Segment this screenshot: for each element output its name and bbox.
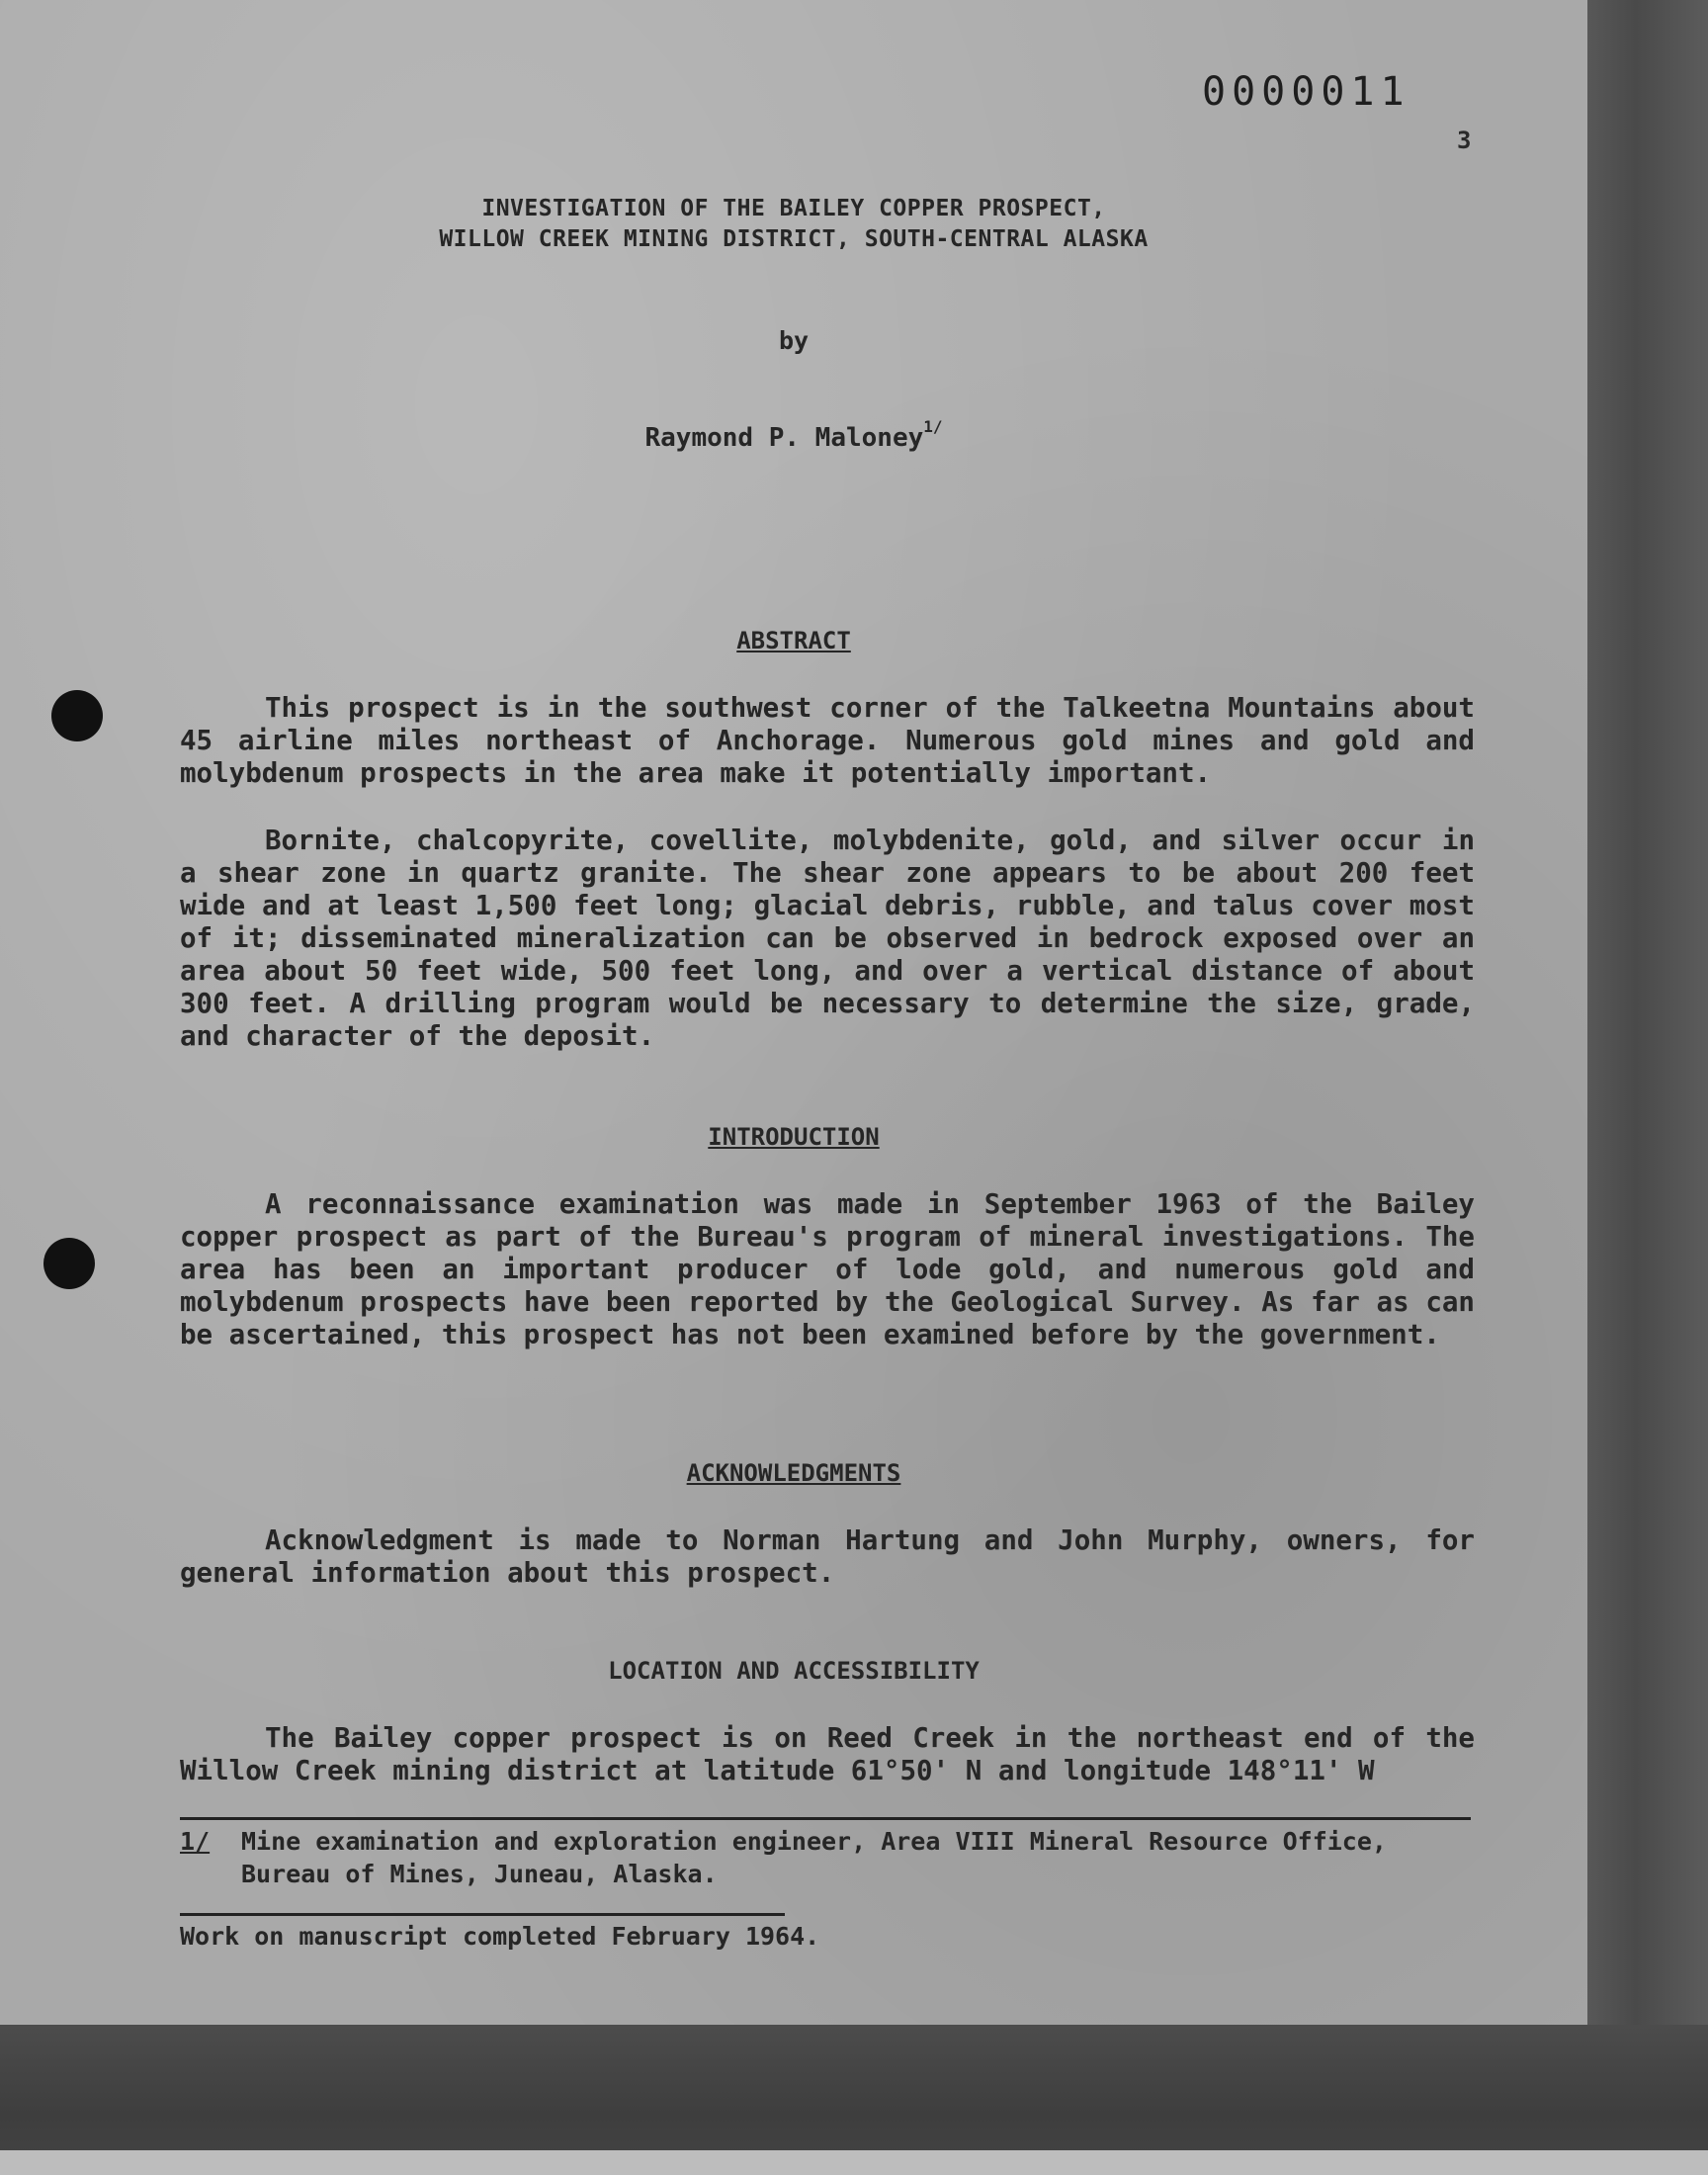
author-line xyxy=(0,417,1587,453)
scan-margin-bottom xyxy=(0,2150,1708,2175)
abstract-heading: ABSTRACT xyxy=(736,627,851,654)
work-note: Work on manuscript completed February 1964. xyxy=(180,1922,820,1951)
footnote xyxy=(180,1825,1494,1890)
punch-hole-top xyxy=(51,690,103,741)
author-footnote-mark: 1/ xyxy=(923,417,943,436)
scan-edge-right xyxy=(1587,0,1708,2175)
introduction-heading: INTRODUCTION xyxy=(708,1123,880,1151)
title-line-1: INVESTIGATION OF THE BAILEY COPPER PROSPECT, xyxy=(481,196,1106,221)
acknowledgments-heading: ACKNOWLEDGMENTS xyxy=(686,1459,901,1487)
page-number: 3 xyxy=(1457,127,1472,154)
punch-hole-bottom xyxy=(43,1238,95,1289)
abstract-paragraph-1: This prospect is in the southwest corner of the Talkeetna Mountains about 45 airline miles northeast of Anchorage. Numerous gold mines and gold and molybdenum prospects in the area make it potentially important. xyxy=(180,692,1475,789)
footnote-mark: 1/ xyxy=(180,1827,211,1856)
footnote-text: Mine examination and exploration engineer, Area VIII Mineral Resource Office, Bureau of Mines, Juneau, Alaska. xyxy=(241,1827,1387,1888)
work-note-divider xyxy=(180,1913,785,1916)
location-heading: LOCATION AND ACCESSIBILITY xyxy=(608,1657,980,1685)
document-id-stamp: 0000011 xyxy=(1202,69,1410,115)
footnote-divider xyxy=(180,1817,1471,1820)
title-line-2: WILLOW CREEK MINING DISTRICT, SOUTH-CENTRAL ALASKA xyxy=(439,226,1149,252)
by-line: by xyxy=(778,326,810,355)
location-paragraph: The Bailey copper prospect is on Reed Creek in the northeast end of the Willow Creek mining district at latitude 61°50' N and longitude 148°11' W xyxy=(180,1722,1475,1786)
author-name: Raymond P. Maloney xyxy=(644,423,924,453)
abstract-paragraph-2: Bornite, chalcopyrite, covellite, molybdenite, gold, and silver occur in a shear zone in quartz granite. The shear zone appears to be about 200 feet wide and at least 1,500 feet long; glacial debris, rubble, and talus cover most of it; disseminated mineralization can be observed in bedrock exposed over an area about 50 feet wide, 500 feet long, and over a vertical distance of about 300 feet. A drilling program would be necessary to determine the size, grade, and character of the deposit. xyxy=(180,825,1475,1052)
introduction-paragraph: A reconnaissance examination was made in September 1963 of the Bailey copper prospect as part of the Bureau's program of mineral investigations. The area has been an important producer of lode gold, and numerous gold and molybdenum prospects have been reported by the Geological Survey. As far as can be ascertained, this prospect has not been examined before by the government. xyxy=(180,1188,1475,1350)
acknowledgments-paragraph: Acknowledgment is made to Norman Hartung and John Murphy, owners, for general information about this prospect. xyxy=(180,1524,1475,1589)
